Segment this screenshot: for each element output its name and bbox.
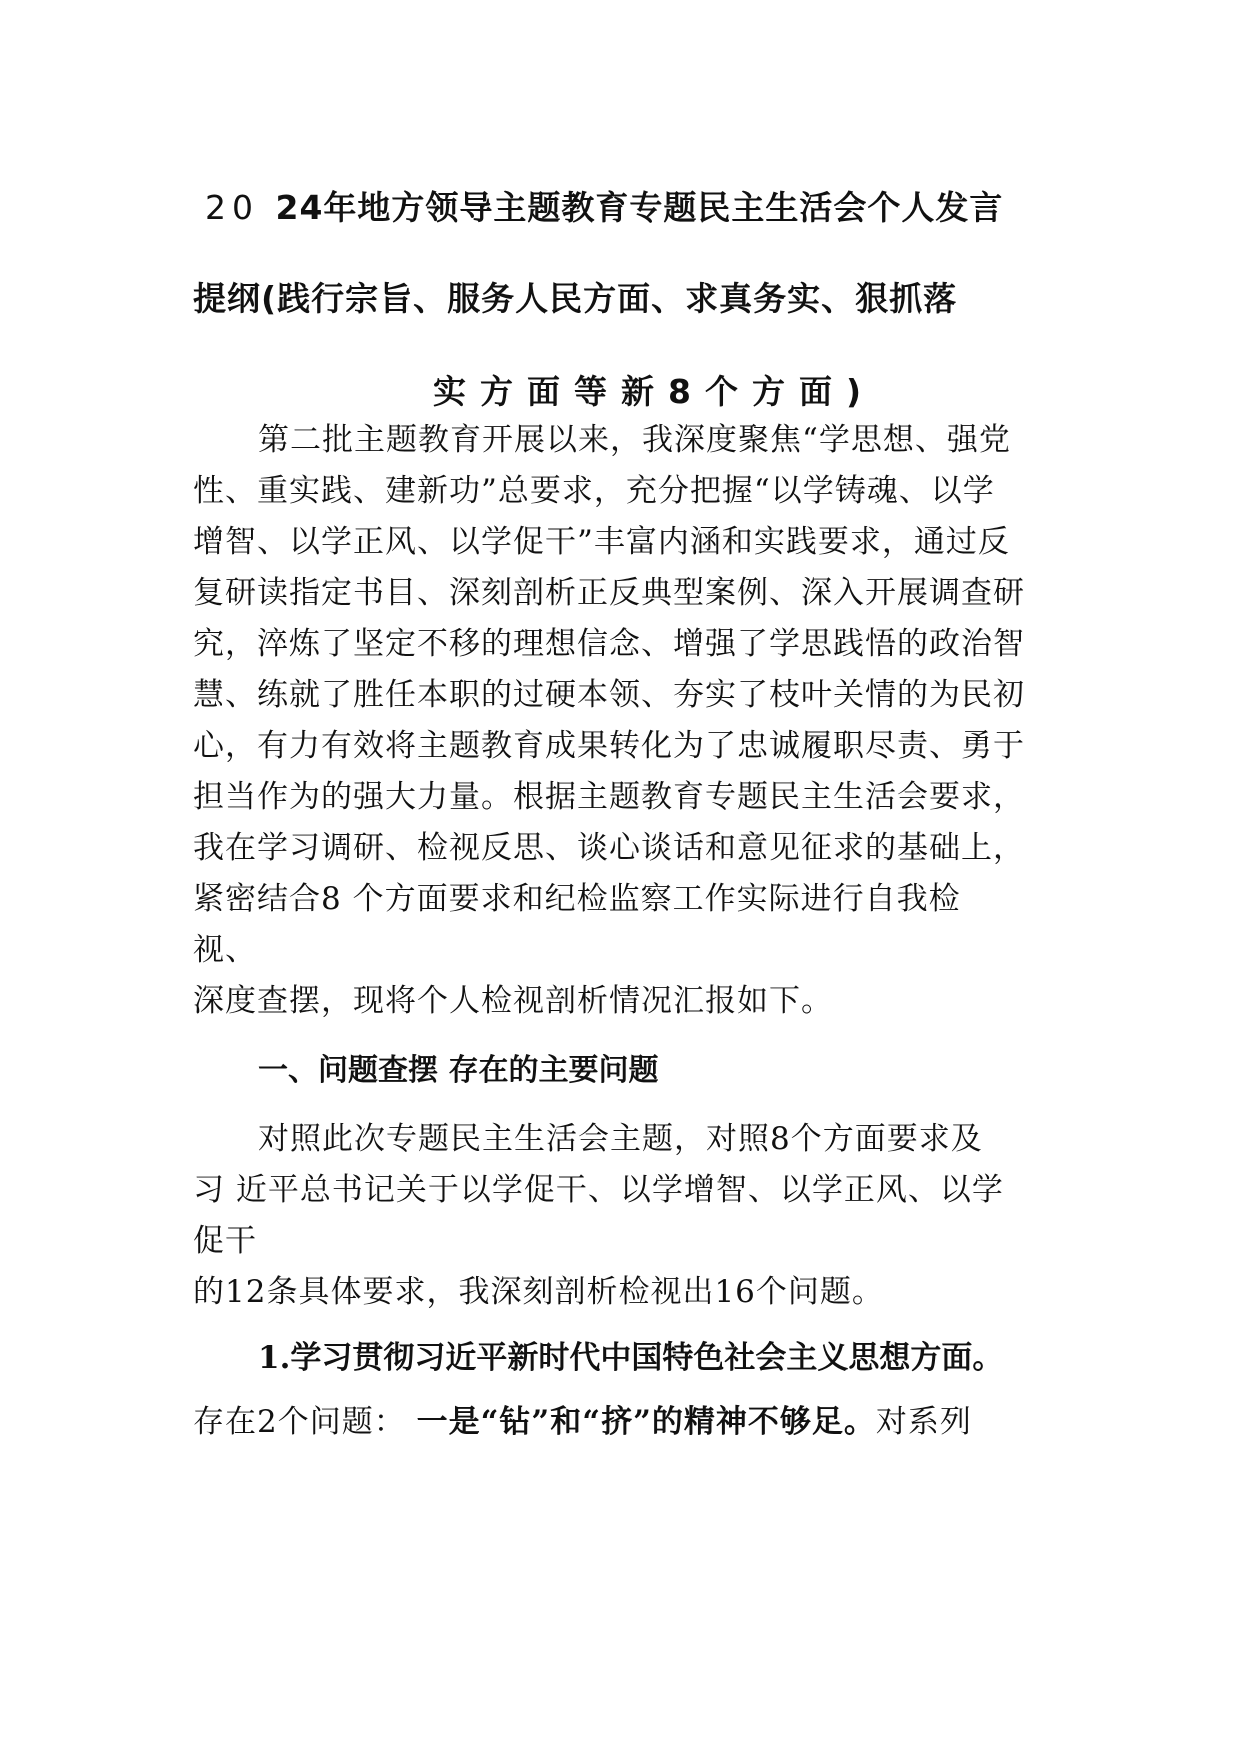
intro-paragraph-line: 心，有力有效将主题教育成果转化为了忠诚履职尽责、勇于 <box>193 728 1025 764</box>
intro-paragraph-line: 紧密结合8 个方面要求和纪检监察工作实际进行自我检 <box>193 881 961 917</box>
document-title-line-2: 提纲(践行宗旨、服务人民方面、求真务实、狠抓落 <box>193 279 958 318</box>
intro-paragraph-line: 究，淬炼了坚定不移的理想信念、增强了学思践悟的政治智 <box>193 626 1025 662</box>
item-paragraph-line <box>193 1396 972 1441</box>
item-lead-text: 存在2个问题： <box>193 1404 417 1440</box>
section-heading-problems: 一、问题查摆 存在的主要问题 <box>258 1053 659 1088</box>
item-bold-point: 一是“钻”和“挤”的精神不够足。 <box>416 1404 876 1440</box>
section-paragraph-line: 促干 <box>193 1223 257 1259</box>
intro-paragraph-line: 增智、以学正风、以学促干”丰富内涵和实践要求，通过反 <box>193 524 1010 560</box>
intro-paragraph-line: 担当作为的强大力量。根据主题教育专题民主生活会要求， <box>193 779 1025 815</box>
item-tail-text: 对系列 <box>875 1404 972 1440</box>
item-heading-study: 1.学习贯彻习近平新时代中国特色社会主义思想方面。 <box>258 1340 1004 1376</box>
intro-paragraph-line: 性、重实践、建新功”总要求，充分把握“以学铸魂、以学 <box>193 473 995 509</box>
title-line-1-text: 24年地方领导主题教育专题民主生活会个人发言 <box>275 188 1004 227</box>
intro-paragraph-line: 深度查摆，现将个人检视剖析情况汇报如下。 <box>193 983 833 1019</box>
title-year-prefix: 20 <box>205 188 276 227</box>
intro-paragraph-line: 视、 <box>193 932 257 968</box>
section-paragraph-line: 习 近平总书记关于以学促干、以学增智、以学正风、以学 <box>193 1172 1004 1208</box>
intro-paragraph-line: 我在学习调研、检视反思、谈心谈话和意见征求的基础上， <box>193 830 1025 866</box>
document-title-line-3: 实方面等新8个方面) <box>433 372 876 411</box>
intro-paragraph-line: 复研读指定书目、深刻剖析正反典型案例、深入开展调查研 <box>193 575 1025 611</box>
section-paragraph-line: 对照此次专题民主生活会主题，对照8个方面要求及 <box>258 1121 983 1157</box>
document-title-line-1 <box>205 182 1003 229</box>
intro-paragraph-line: 第二批主题教育开展以来，我深度聚焦“学思想、强党 <box>258 422 1011 458</box>
section-paragraph-line: 的12条具体要求，我深刻剖析检视出16个问题。 <box>193 1274 884 1310</box>
intro-paragraph-line: 慧、练就了胜任本职的过硬本领、夯实了枝叶关情的为民初 <box>193 677 1025 713</box>
